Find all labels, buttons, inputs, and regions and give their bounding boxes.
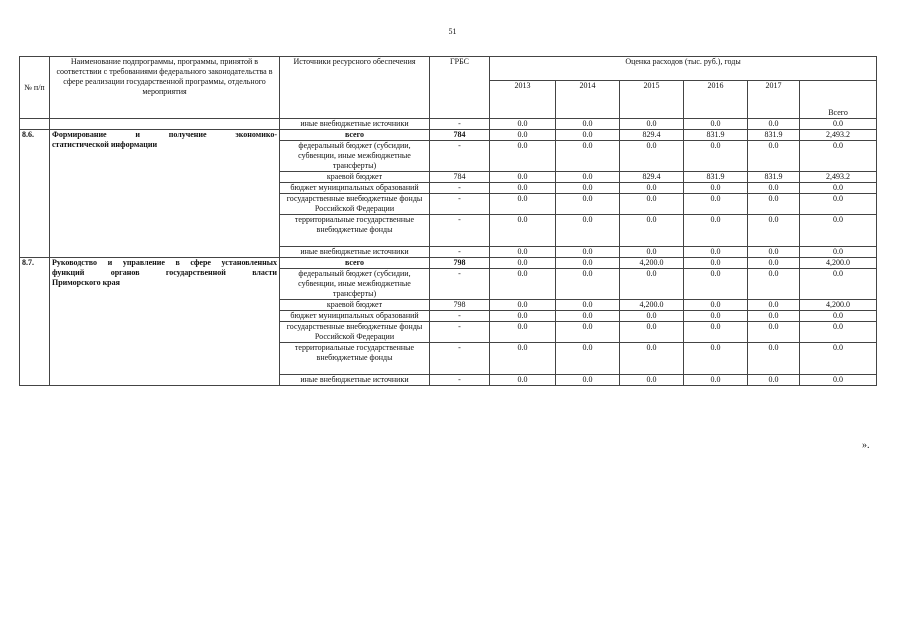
source-cell: иные внебюджетные источники xyxy=(280,375,430,386)
value-cell: 0.0 xyxy=(748,141,800,172)
value-cell: 0.0 xyxy=(800,194,877,215)
value-cell: 0.0 xyxy=(490,343,556,375)
value-cell: 0.0 xyxy=(556,269,620,300)
value-cell: 0.0 xyxy=(490,119,556,130)
value-cell: 831.9 xyxy=(684,130,748,141)
value-cell: 0.0 xyxy=(684,258,748,269)
value-cell: 0.0 xyxy=(620,247,684,258)
value-cell: 0.0 xyxy=(490,269,556,300)
grbs-cell: - xyxy=(430,183,490,194)
value-cell: 831.9 xyxy=(748,130,800,141)
table-header xyxy=(20,57,877,119)
value-cell: 2,493.2 xyxy=(800,172,877,183)
header-year: 2016 xyxy=(684,81,748,119)
value-cell: 0.0 xyxy=(620,269,684,300)
value-cell: 0.0 xyxy=(556,141,620,172)
section-number: 8.7. xyxy=(20,258,50,386)
grbs-cell: 798 xyxy=(430,300,490,311)
value-cell: 0.0 xyxy=(800,215,877,247)
value-cell: 0.0 xyxy=(800,311,877,322)
value-cell: 0.0 xyxy=(800,141,877,172)
value-cell: 0.0 xyxy=(748,322,800,343)
section-number: 8.6. xyxy=(20,130,50,258)
value-cell: 0.0 xyxy=(684,194,748,215)
grbs-cell: 784 xyxy=(430,172,490,183)
grbs-cell: - xyxy=(430,311,490,322)
grbs-cell: 784 xyxy=(430,130,490,141)
source-cell: государственные внебюджетные фонды Российской Федерации xyxy=(280,322,430,343)
section-8-6 xyxy=(20,130,877,258)
value-cell: 829.4 xyxy=(620,172,684,183)
value-cell: 0.0 xyxy=(800,183,877,194)
source-cell: федеральный бюджет (субсидии, субвенции, иные межбюджетные трансферты) xyxy=(280,141,430,172)
header-total: Всего xyxy=(800,81,877,119)
source-cell: территориальные государственные внебюджетные фонды xyxy=(280,343,430,375)
value-cell: 0.0 xyxy=(490,141,556,172)
value-cell: 0.0 xyxy=(684,247,748,258)
value-cell: 0.0 xyxy=(620,183,684,194)
grbs-cell: - xyxy=(430,269,490,300)
value-cell: 0.0 xyxy=(684,119,748,130)
source-cell: иные внебюджетные источники xyxy=(280,247,430,258)
grbs-cell: - xyxy=(430,141,490,172)
value-cell: 0.0 xyxy=(620,343,684,375)
value-cell: 831.9 xyxy=(684,172,748,183)
value-cell: 0.0 xyxy=(684,311,748,322)
value-cell: 0.0 xyxy=(684,269,748,300)
value-cell: 0.0 xyxy=(684,343,748,375)
grbs-cell: - xyxy=(430,194,490,215)
value-cell: 0.0 xyxy=(556,311,620,322)
value-cell: 0.0 xyxy=(620,141,684,172)
grbs-cell: - xyxy=(430,322,490,343)
value-cell: 0.0 xyxy=(748,194,800,215)
value-cell: 0.0 xyxy=(556,119,620,130)
section-name: Формирование и получение экономико- статистической информации xyxy=(50,130,280,258)
value-cell: 0.0 xyxy=(684,375,748,386)
source-cell: федеральный бюджет (субсидии, субвенции, иные межбюджетные трансферты) xyxy=(280,269,430,300)
page-number: 51 xyxy=(448,27,457,36)
header-source: Источники ресурсного обеспечения xyxy=(280,57,430,119)
value-cell: 4,200.0 xyxy=(800,258,877,269)
source-cell: всего xyxy=(280,130,430,141)
value-cell: 4,200.0 xyxy=(800,300,877,311)
value-cell: 0.0 xyxy=(556,343,620,375)
value-cell: 0.0 xyxy=(800,269,877,300)
value-cell: 829.4 xyxy=(620,130,684,141)
header-estimate: Оценка расходов (тыс. руб.), годы xyxy=(490,57,877,81)
value-cell: 0.0 xyxy=(556,300,620,311)
value-cell: 0.0 xyxy=(748,183,800,194)
value-cell: 0.0 xyxy=(620,215,684,247)
table-row xyxy=(20,119,877,130)
value-cell: 0.0 xyxy=(684,300,748,311)
value-cell: 0.0 xyxy=(748,300,800,311)
grbs-cell: - xyxy=(430,343,490,375)
source-cell: иные внебюджетные источники xyxy=(280,119,430,130)
value-cell: 0.0 xyxy=(490,322,556,343)
value-cell: 0.0 xyxy=(556,215,620,247)
grbs-cell: - xyxy=(430,215,490,247)
value-cell: 0.0 xyxy=(800,322,877,343)
table-row xyxy=(20,130,877,141)
value-cell: 0.0 xyxy=(684,183,748,194)
value-cell: 0.0 xyxy=(490,183,556,194)
value-cell: 0.0 xyxy=(748,343,800,375)
value-cell: 0.0 xyxy=(490,130,556,141)
value-cell: 0.0 xyxy=(490,215,556,247)
value-cell: 0.0 xyxy=(556,130,620,141)
value-cell: 0.0 xyxy=(556,194,620,215)
table-row xyxy=(20,258,877,269)
source-cell: территориальные государственные внебюджетные фонды xyxy=(280,215,430,247)
budget-table xyxy=(19,56,877,386)
value-cell: 0.0 xyxy=(800,343,877,375)
header-name: Наименование подпрограммы, программы, принятой в соответствии с требованиями федерального законодательства в сфере реализации государственной программы, отдельного мероприятия xyxy=(50,57,280,119)
value-cell: 831.9 xyxy=(748,172,800,183)
grbs-cell: 798 xyxy=(430,258,490,269)
value-cell: 0.0 xyxy=(748,119,800,130)
source-cell: всего xyxy=(280,258,430,269)
section-8-7 xyxy=(20,258,877,386)
value-cell: 0.0 xyxy=(490,300,556,311)
value-cell: 0.0 xyxy=(556,322,620,343)
grbs-cell: - xyxy=(430,247,490,258)
value-cell: 0.0 xyxy=(556,247,620,258)
source-cell: краевой бюджет xyxy=(280,300,430,311)
value-cell: 0.0 xyxy=(800,247,877,258)
value-cell: 0.0 xyxy=(684,215,748,247)
value-cell: 2,493.2 xyxy=(800,130,877,141)
value-cell: 0.0 xyxy=(490,194,556,215)
section-name: Руководство и управление в сфере установленных функций органов государственной власти Приморского края xyxy=(50,258,280,386)
value-cell: 0.0 xyxy=(748,247,800,258)
value-cell: 0.0 xyxy=(748,375,800,386)
header-year: 2013 xyxy=(490,81,556,119)
value-cell: 0.0 xyxy=(620,119,684,130)
value-cell: 0.0 xyxy=(748,215,800,247)
value-cell: 0.0 xyxy=(556,172,620,183)
header-year: 2017 xyxy=(748,81,800,119)
value-cell: 0.0 xyxy=(748,258,800,269)
value-cell: 0.0 xyxy=(490,311,556,322)
value-cell: 0.0 xyxy=(684,141,748,172)
value-cell: 0.0 xyxy=(620,375,684,386)
value-cell: 0.0 xyxy=(490,247,556,258)
header-grbs: ГРБС xyxy=(430,57,490,119)
value-cell: 0.0 xyxy=(490,172,556,183)
value-cell: 0.0 xyxy=(748,311,800,322)
value-cell: 0.0 xyxy=(556,258,620,269)
value-cell: 0.0 xyxy=(490,375,556,386)
grbs-cell: - xyxy=(430,375,490,386)
value-cell: 0.0 xyxy=(800,375,877,386)
value-cell: 0.0 xyxy=(684,322,748,343)
header-num: № п/п xyxy=(20,57,50,119)
value-cell: 0.0 xyxy=(556,375,620,386)
source-cell: бюджет муниципальных образований xyxy=(280,311,430,322)
value-cell: 0.0 xyxy=(490,258,556,269)
source-cell: краевой бюджет xyxy=(280,172,430,183)
value-cell: 0.0 xyxy=(620,194,684,215)
value-cell: 0.0 xyxy=(556,183,620,194)
header-year: 2014 xyxy=(556,81,620,119)
source-cell: государственные внебюджетные фонды Российской Федерации xyxy=(280,194,430,215)
closing-quote-mark: ». xyxy=(862,440,870,451)
source-cell: бюджет муниципальных образований xyxy=(280,183,430,194)
header-year: 2015 xyxy=(620,81,684,119)
value-cell: 4,200.0 xyxy=(620,300,684,311)
value-cell: 0.0 xyxy=(620,322,684,343)
value-cell: 4,200.0 xyxy=(620,258,684,269)
value-cell: 0.0 xyxy=(748,269,800,300)
value-cell: 0.0 xyxy=(800,119,877,130)
grbs-cell: - xyxy=(430,119,490,130)
value-cell: 0.0 xyxy=(620,311,684,322)
